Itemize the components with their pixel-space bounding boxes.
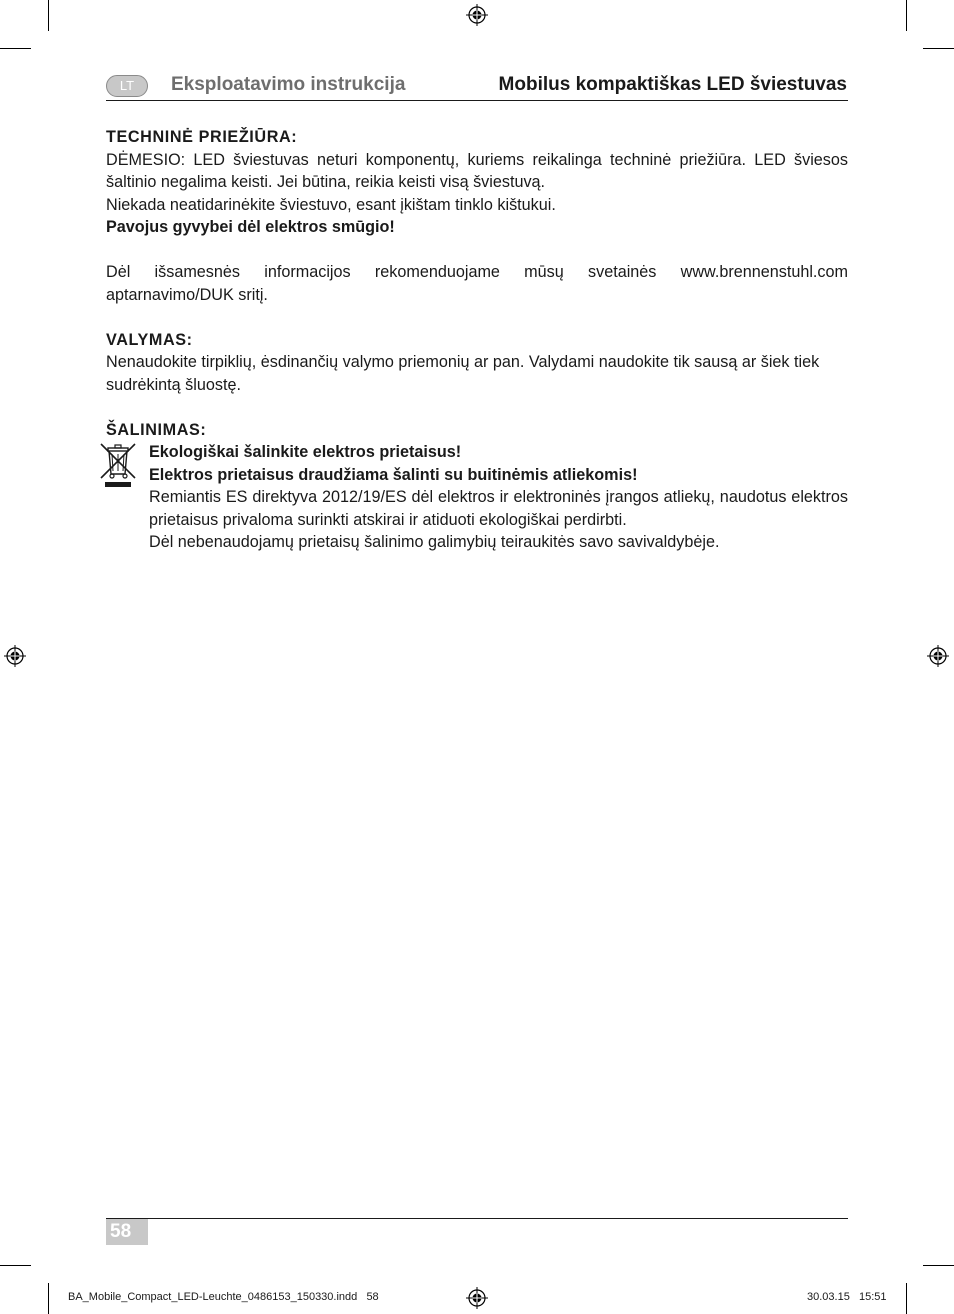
crop-mark	[923, 48, 954, 49]
crop-mark	[48, 0, 49, 31]
disposal-eco-notice: Ekologiškai šalinkite elektros prietaisus!	[149, 443, 462, 461]
maintenance-instruction: Niekada neatidarinėkite šviestuvo, esant įkištam tinklo kištukui.	[106, 195, 556, 214]
crop-mark	[48, 1283, 49, 1314]
disposal-household-warning: Elektros prietaisus draudžiama šalinti su buitinėmis atliekomis!	[149, 465, 638, 484]
crop-mark	[906, 0, 907, 31]
print-slug-file: BA_Mobile_Compact_LED-Leuchte_0486153_150330.indd 58	[68, 1291, 379, 1303]
disposal-heading: ŠALINIMAS:	[106, 420, 207, 439]
registration-mark-icon	[466, 1287, 488, 1309]
info-text-line1: Dėl išsamesnės informacijos rekomenduojame mūsų svetainės www.brennenstuhl.com	[106, 263, 848, 281]
page-number: 58	[106, 1219, 148, 1245]
disposal-block	[106, 441, 848, 554]
maintenance-warning: Pavojus gyvybei dėl elektros smūgio!	[106, 218, 395, 236]
footer-divider	[106, 1218, 848, 1219]
crossed-out-wheelie-bin-icon	[98, 441, 138, 489]
crop-mark	[0, 1265, 31, 1266]
maintenance-heading: TECHNINĖ PRIEŽIŪRA:	[106, 128, 298, 146]
registration-mark-icon	[927, 645, 949, 667]
registration-mark-icon	[4, 645, 26, 667]
language-badge: LT	[106, 75, 148, 97]
crop-mark	[923, 1265, 954, 1266]
crop-mark	[906, 1283, 907, 1314]
registration-mark-icon	[466, 4, 488, 26]
header-divider	[106, 100, 848, 101]
print-slug-date: 30.03.15 15:51	[807, 1291, 887, 1303]
product-title: Mobilus kompaktiškas LED šviestuvas	[498, 74, 847, 95]
info-text-line2: aptarnavimo/DUK sritį.	[106, 285, 268, 304]
crop-mark	[0, 48, 31, 49]
disposal-directive-text: Remiantis ES direktyva 2012/19/ES dėl elektros ir elektroninės įrangos atliekų, naudotus elektros prietaisus privaloma surinkti atskirai ir atiduoti ekologiškai perdirbti.	[149, 488, 848, 529]
manual-title: Eksploatavimo instrukcija	[171, 74, 406, 95]
page-content	[106, 126, 848, 554]
disposal-municipality-text: Dėl nebenaudojamų prietaisų šalinimo galimybių teiraukitės savo savivaldybėje.	[149, 533, 720, 551]
maintenance-notice: DĖMESIO: LED šviestuvas neturi komponentų, kuriems reikalinga techninė priežiūra. LED šviesos šaltinio negalima keisti. Jei būtina, reikia keisti visą šviestuvą.	[106, 150, 848, 191]
cleaning-text: Nenaudokite tirpiklių, ėsdinančių valymo priemonių ar pan. Valydami naudokite tik sausą ar šiek tiek sudrėkintą šluostę.	[106, 353, 820, 394]
cleaning-heading: VALYMAS:	[106, 330, 193, 349]
